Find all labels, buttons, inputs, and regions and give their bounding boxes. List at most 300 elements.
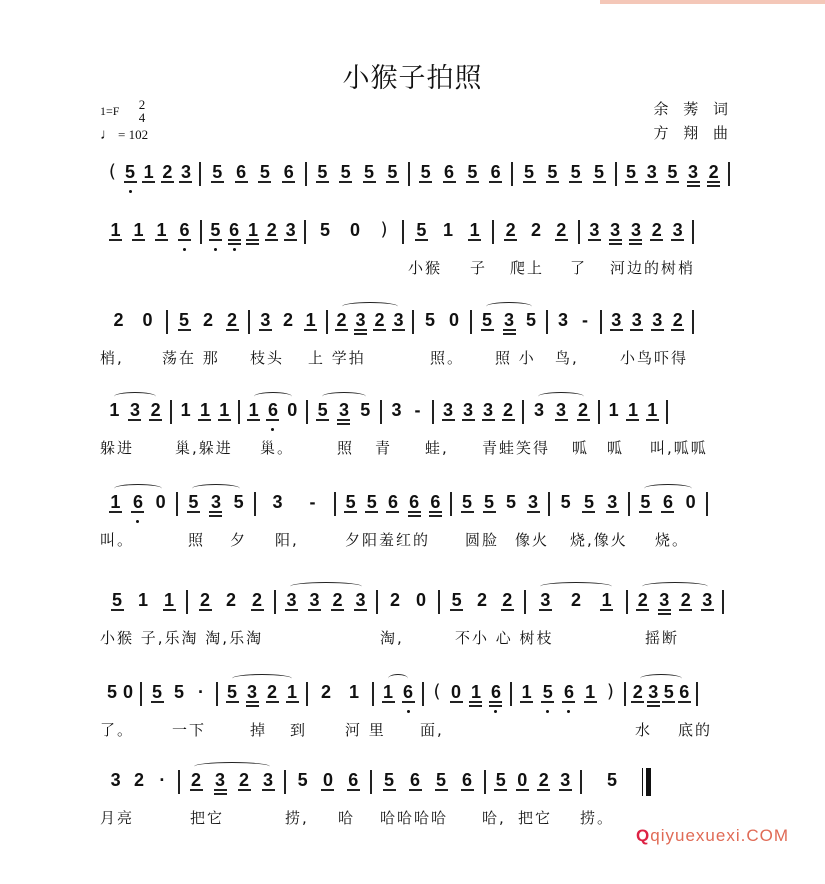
note: 6	[662, 492, 673, 512]
note: 2	[476, 590, 487, 610]
note: 5	[188, 492, 199, 512]
note: 3	[648, 682, 659, 702]
measure	[424, 680, 510, 716]
lyric-text: 梢,	[100, 349, 124, 367]
note: 5	[178, 310, 189, 330]
measure	[308, 398, 380, 434]
measure	[202, 218, 304, 254]
top-color-strip	[600, 0, 825, 4]
note: 2	[672, 310, 683, 330]
note: 3	[214, 770, 225, 790]
notation-line	[100, 680, 730, 716]
lyric-text: 哈哈哈哈	[380, 809, 449, 827]
note: 2	[502, 590, 513, 610]
measure	[600, 398, 666, 434]
slur-arc	[342, 302, 398, 311]
note: 2	[530, 220, 541, 240]
barline	[666, 400, 668, 424]
lyrics-line	[100, 716, 730, 742]
measure	[256, 490, 334, 526]
lower-octave-dot	[129, 190, 132, 193]
note: 3	[555, 400, 566, 420]
note: 2	[637, 590, 648, 610]
note: 2	[199, 590, 210, 610]
note: 5	[495, 770, 506, 790]
note: 5	[345, 492, 356, 512]
note: 1	[647, 400, 658, 420]
slur-arc	[114, 484, 162, 493]
note: 5	[387, 162, 398, 182]
lower-octave-dot	[407, 710, 410, 713]
close-parenthesis: )	[380, 219, 388, 240]
note: 5	[547, 162, 558, 182]
measure	[580, 218, 692, 254]
note: 1	[143, 162, 154, 182]
composer-credit: 方 翔 曲	[653, 124, 733, 142]
measure	[168, 308, 248, 344]
note: 2	[374, 310, 385, 330]
lyric-text: 枝头	[250, 349, 285, 367]
measure	[434, 398, 522, 434]
measure	[100, 588, 186, 624]
lyric-text: 子	[470, 259, 488, 277]
note: 5	[173, 682, 184, 702]
note: 1	[156, 220, 167, 240]
note: 3	[110, 770, 121, 790]
note: 0	[155, 492, 166, 512]
lyric-text: 像火	[515, 531, 550, 549]
note: 0	[142, 310, 153, 330]
note: 1	[348, 682, 359, 702]
measure	[628, 588, 722, 624]
note: 3	[262, 770, 273, 790]
note: 2	[680, 590, 691, 610]
lower-octave-dot	[546, 710, 549, 713]
key-signature: 1=F	[100, 104, 120, 118]
note: 6	[267, 398, 278, 422]
note: 5	[317, 400, 328, 420]
lyric-text: 淘,	[380, 629, 404, 647]
measure	[178, 490, 254, 526]
note: 5	[366, 492, 377, 512]
lyric-text: 鸟,	[555, 349, 579, 367]
note: 1	[585, 682, 596, 702]
note: 3	[286, 590, 297, 610]
note: 5	[525, 310, 536, 330]
note: 1	[382, 682, 393, 702]
notation-line	[100, 160, 730, 196]
note: ·	[159, 770, 166, 790]
note: 0	[415, 590, 426, 610]
slur-arc	[540, 582, 612, 591]
measure	[180, 768, 284, 804]
measure	[100, 398, 170, 434]
measure	[100, 218, 200, 254]
lyrics-line	[100, 434, 730, 460]
lyric-text: 捞。	[580, 809, 615, 827]
final-barline	[646, 768, 651, 796]
measure	[201, 160, 304, 196]
site-watermark	[636, 826, 789, 846]
note: 3	[646, 162, 657, 182]
note: 3	[462, 400, 473, 420]
note: 2	[538, 770, 549, 790]
measure	[100, 680, 140, 716]
slur-arc	[538, 392, 584, 401]
lyric-text: 照。	[430, 349, 465, 367]
measure	[307, 160, 408, 196]
lyric-text: 照	[188, 531, 206, 549]
barline	[728, 162, 730, 186]
measure	[404, 218, 492, 254]
note: 5	[317, 162, 328, 182]
lyrics-line	[100, 344, 730, 370]
lyric-text: 青蛙笑得	[482, 439, 551, 457]
note: 0	[517, 770, 528, 790]
lyric-text: 呱	[607, 439, 625, 457]
measure	[378, 588, 438, 624]
note: 3	[589, 220, 600, 240]
note: 2	[113, 310, 124, 330]
note: 3	[672, 220, 683, 240]
note: 2	[266, 220, 277, 240]
measure	[188, 588, 274, 624]
note: 1	[521, 682, 532, 702]
note: 2	[556, 220, 567, 240]
measure	[336, 490, 450, 526]
barline	[696, 682, 698, 706]
note: 5	[383, 770, 394, 790]
note: 2	[190, 770, 201, 790]
note: 1	[110, 492, 121, 512]
measure	[100, 308, 166, 344]
lyric-text: 爬上	[510, 259, 545, 277]
note: -	[414, 400, 421, 420]
slur-arc	[640, 674, 682, 683]
lyric-text: 不小 心 树枝	[455, 629, 554, 647]
lyric-text: 底的	[678, 721, 713, 739]
lyric-text: 小猴 子,乐淘 淘,乐淘	[100, 629, 264, 647]
note: 5	[363, 162, 374, 182]
note: 6	[229, 218, 240, 242]
note: 2	[502, 400, 513, 420]
note: 1	[470, 682, 481, 702]
note: 5	[340, 162, 351, 182]
note: 3	[285, 220, 296, 240]
lyric-text: 把它	[518, 809, 553, 827]
lyric-text: 掉	[250, 721, 268, 739]
note: 6	[490, 680, 501, 704]
note: 5	[524, 162, 535, 182]
slur-arc	[194, 762, 270, 771]
note: 5	[106, 682, 117, 702]
quarter-note-icon: ♩	[100, 127, 115, 143]
slur-arc	[232, 674, 292, 683]
measure	[617, 160, 728, 196]
note: 2	[505, 220, 516, 240]
note: 6	[403, 680, 414, 704]
lyric-text: 了。	[100, 721, 135, 739]
note: 5	[360, 400, 371, 420]
lyric-text: 圆脸	[465, 531, 500, 549]
note: 3	[442, 400, 453, 420]
note: 5	[667, 162, 678, 182]
note: 3	[272, 492, 283, 512]
lower-octave-dot	[271, 428, 274, 431]
lyric-text: 荡在 那	[162, 349, 220, 367]
open-parenthesis: (	[433, 681, 441, 702]
note: 1	[627, 400, 638, 420]
note: 1	[469, 220, 480, 240]
score-system	[100, 398, 730, 460]
note: 1	[601, 590, 612, 610]
note: 3	[631, 310, 642, 330]
tempo-marking	[100, 127, 148, 144]
note: 5	[663, 682, 674, 702]
slur-arc	[642, 582, 708, 591]
note: 5	[297, 770, 308, 790]
lyric-text: 照	[337, 439, 355, 457]
note: 1	[137, 590, 148, 610]
meter-bottom: 4	[138, 110, 146, 125]
measure	[630, 490, 706, 526]
note: 6	[283, 162, 294, 182]
note: 6	[490, 162, 501, 182]
note: 3	[652, 310, 663, 330]
measure	[100, 160, 199, 196]
note: 2	[336, 310, 347, 330]
barline	[692, 310, 694, 334]
note: 2	[133, 770, 144, 790]
measure	[602, 308, 692, 344]
lyric-text: 叫,呱呱	[650, 439, 708, 457]
note: 1	[286, 682, 297, 702]
note: 1	[109, 400, 120, 420]
lyric-text: 呱	[572, 439, 590, 457]
note: 3	[659, 590, 670, 610]
note: 6	[409, 770, 420, 790]
note: 3	[560, 770, 571, 790]
barline	[706, 492, 708, 516]
measure	[524, 398, 598, 434]
note: 3	[607, 492, 618, 512]
measure	[513, 160, 614, 196]
measure	[328, 308, 412, 344]
note: 2	[651, 220, 662, 240]
lyric-text: 河边的树梢	[610, 259, 696, 277]
lower-octave-dot	[136, 520, 139, 523]
lower-octave-dot	[214, 248, 217, 251]
measure	[306, 218, 402, 254]
note: 2	[320, 682, 331, 702]
open-parenthesis: (	[108, 161, 116, 182]
note: 3	[688, 162, 699, 182]
note: 0	[122, 682, 133, 702]
note: 5	[435, 770, 446, 790]
lyric-text: 到	[290, 721, 308, 739]
note: 6	[679, 682, 690, 702]
note: 2	[577, 400, 588, 420]
note: -	[309, 492, 316, 512]
note: 5	[319, 220, 330, 240]
note: 3	[180, 162, 191, 182]
measure	[250, 308, 326, 344]
lyric-text: 巢,躲进	[175, 439, 233, 457]
note: 5	[483, 492, 494, 512]
note: 6	[430, 492, 441, 512]
notation-line	[100, 490, 730, 526]
lyric-text: 上 学拍	[308, 349, 366, 367]
note: 2	[150, 400, 161, 420]
measure	[472, 308, 546, 344]
note: 5	[424, 310, 435, 330]
final-barline-thin	[642, 768, 643, 796]
note: 1	[248, 400, 259, 420]
notation-line	[100, 398, 730, 434]
lyrics-line	[100, 254, 730, 280]
note: 1	[199, 400, 210, 420]
barline	[722, 590, 724, 614]
measure	[240, 398, 306, 434]
lyric-text: 小猴	[408, 259, 443, 277]
slur-arc	[290, 582, 362, 591]
measure	[548, 308, 600, 344]
note: 1	[608, 400, 619, 420]
lyric-text: 哈,	[482, 809, 506, 827]
measure	[308, 680, 372, 716]
slur-arc	[114, 392, 156, 401]
note: 6	[236, 162, 247, 182]
lyric-text: 水	[635, 721, 653, 739]
measure	[494, 218, 578, 254]
note: 5	[259, 162, 270, 182]
note: 3	[338, 400, 349, 420]
note: 6	[179, 218, 190, 242]
lyric-text: 阳,	[275, 531, 299, 549]
measure	[286, 768, 370, 804]
note: 6	[409, 492, 420, 512]
note: 6	[132, 490, 143, 514]
notation-line	[100, 588, 730, 624]
note: 1	[219, 400, 230, 420]
lyric-text: 照 小	[495, 349, 536, 367]
note: 3	[533, 400, 544, 420]
note: 1	[133, 220, 144, 240]
note: 2	[570, 590, 581, 610]
slur-arc	[192, 484, 240, 493]
note: ·	[198, 682, 204, 702]
note: 5	[570, 162, 581, 182]
note: 2	[251, 590, 262, 610]
lyric-text: 把它	[190, 809, 225, 827]
measure	[626, 680, 696, 716]
note: 0	[287, 400, 298, 420]
measure	[410, 160, 511, 196]
score-system	[100, 308, 730, 370]
note: 6	[387, 492, 398, 512]
lyric-text: 哈	[338, 809, 356, 827]
note: 2	[389, 590, 400, 610]
note: 5	[467, 162, 478, 182]
lyric-text: 摇断	[645, 629, 680, 647]
song-title: 小猴子拍照	[342, 63, 483, 94]
note: 0	[448, 310, 459, 330]
note: 2	[708, 162, 719, 182]
lyric-text: 烧。	[655, 531, 690, 549]
measure	[414, 308, 470, 344]
note: 6	[348, 770, 359, 790]
note: -	[582, 310, 588, 330]
meter-top: 2	[138, 97, 146, 112]
note: 3	[246, 682, 257, 702]
note: 3	[393, 310, 404, 330]
lyric-text: 河 里	[345, 721, 386, 739]
time-signature	[134, 98, 150, 124]
note: 5	[151, 682, 162, 702]
note: 3	[503, 310, 514, 330]
tempo-value: = 102	[118, 127, 149, 142]
lyric-text: 小鸟吓得	[620, 349, 689, 367]
note: 5	[594, 162, 605, 182]
slur-arc	[486, 302, 532, 311]
note: 3	[482, 400, 493, 420]
note: 2	[282, 310, 293, 330]
note: 5	[626, 162, 637, 182]
note: 2	[238, 770, 249, 790]
note: 1	[110, 220, 121, 240]
watermark-text: qiyuexuexi.COM	[650, 826, 789, 845]
note: 1	[305, 310, 316, 330]
lyric-text: 捞,	[285, 809, 309, 827]
note: 2	[332, 590, 343, 610]
lower-octave-dot	[233, 248, 236, 251]
close-parenthesis: )	[606, 681, 614, 702]
measure	[276, 588, 376, 624]
note: 5	[416, 220, 427, 240]
measure	[100, 490, 176, 526]
lyric-text: 一下	[172, 721, 207, 739]
measure	[512, 680, 624, 716]
note: 1	[247, 220, 258, 240]
lyric-text: 月亮	[100, 809, 135, 827]
score-system	[100, 680, 730, 742]
lyricist-credit: 余 莠 词	[653, 100, 733, 118]
note: 1	[442, 220, 453, 240]
note: 5	[606, 770, 617, 790]
note: 3	[557, 310, 568, 330]
score-system	[100, 768, 730, 830]
note: 0	[322, 770, 333, 790]
lyric-text: 青	[375, 439, 393, 457]
measure	[452, 490, 548, 526]
note: 5	[461, 492, 472, 512]
credits	[653, 97, 733, 145]
note: 3	[540, 590, 551, 610]
lyric-text: 面,	[420, 721, 444, 739]
measure	[100, 768, 178, 804]
slur-arc	[388, 674, 408, 683]
measure	[372, 768, 484, 804]
note: 3	[702, 590, 713, 610]
note: 5	[583, 492, 594, 512]
score-system	[100, 490, 730, 552]
note: 3	[129, 400, 140, 420]
note: 5	[226, 682, 237, 702]
barline	[692, 220, 694, 244]
note: 5	[111, 590, 122, 610]
note: 3	[630, 220, 641, 240]
note: 1	[180, 400, 191, 420]
